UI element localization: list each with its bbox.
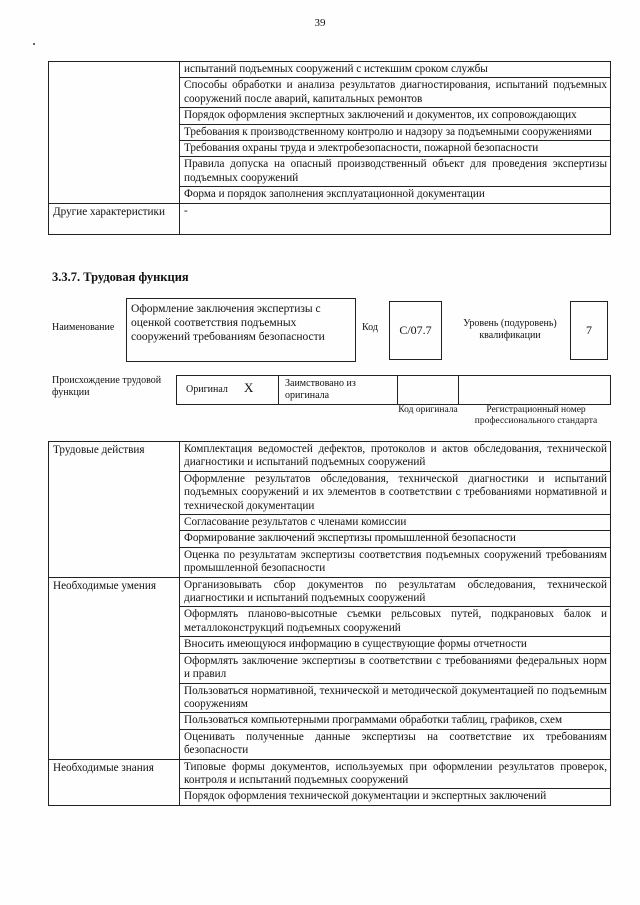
code-label: Код <box>362 322 378 333</box>
section-item: Порядок оформления технической документации и экспертных заключений <box>180 789 611 805</box>
original-mark: X <box>244 380 254 395</box>
section-item: Комплектация ведомостей дефектов, протоколов и актов обследования, технической диагностики и испытаний подъемных сооружений <box>180 442 611 472</box>
section-item: Организовывать сбор документов по результатам обследования, технической диагностики и испытаний подъемных сооружений <box>180 577 611 607</box>
section-item: Типовые формы документов, используемых при оформлении результатов проверок, контроля и испытаний подъемных сооружений <box>180 759 611 789</box>
section-item: Согласование результатов с членами комиссии <box>180 515 611 531</box>
level-box <box>570 301 608 360</box>
other-characteristics-value: - <box>180 203 611 234</box>
knowledge-item: испытаний подъемных сооружений с истекшим сроком службы <box>180 62 611 78</box>
table-row <box>49 759 611 789</box>
page-number: 39 <box>314 17 326 29</box>
section-item: Оценивать полученные данные экспертизы на соответствие их требованиям безопасности <box>180 729 611 759</box>
table-row <box>49 62 611 78</box>
knowledge-item: Требования охраны труда и электробезопасности, пожарной безопасности <box>180 141 611 157</box>
borrowed-label: Заимствовано из оригинала <box>285 378 356 401</box>
original-label: Оригинал <box>186 384 228 395</box>
knowledge-item: Правила допуска на опасный производственный объект для проведения экспертизы подъемных сооружений <box>180 157 611 187</box>
scan-dot <box>33 43 35 45</box>
section-item: Оформлять заключение экспертизы в соответствии с требованиями федеральных норм и правил <box>180 653 611 683</box>
table-row <box>49 577 611 607</box>
table-row <box>49 442 611 472</box>
level-value: 7 <box>586 323 592 337</box>
name-label: Наименование <box>52 322 115 333</box>
section-item: Формирование заключений экспертизы промышленной безопасности <box>180 531 611 547</box>
section-item: Пользоваться нормативной, технической и методической документацией по подъемным сооружениям <box>180 683 611 713</box>
section-label: Необходимые знания <box>49 759 180 805</box>
section-label: Необходимые умения <box>49 577 180 759</box>
knowledge-item: Способы обработки и анализа результатов диагностирования, испытаний подъемных сооружений после аварий, капитальных ремонтов <box>180 78 611 108</box>
function-name-box <box>126 298 356 362</box>
code-original-caption: Код оригинала <box>398 405 458 415</box>
section-item: Оформление результатов обследования, технической диагностики и испытаний подъемных сооружений и их элементов в соответствии с требованиями нормативной и технической документации <box>180 471 611 514</box>
table-row <box>49 203 611 234</box>
section-item: Пользоваться компьютерными программами обработки таблиц, графиков, схем <box>180 713 611 729</box>
section-label: Трудовые действия <box>49 442 180 578</box>
origin-divider-1 <box>278 376 279 404</box>
reg-number-caption: Регистрационный номер профессионального стандарта <box>474 405 598 426</box>
section-item: Оценка по результатам экспертизы соответствия подъемных сооружений требованиям промышленной безопасности <box>180 547 611 577</box>
origin-divider-2 <box>397 376 398 404</box>
function-name-value: Оформление заключения экспертизы с оценкой соответствия подъемных сооружений требованиям безопасности <box>131 303 325 343</box>
code-box <box>389 301 442 360</box>
knowledge-item: Порядок оформления экспертных заключений и документов, их сопровождающих <box>180 108 611 124</box>
origin-label: Происхождение трудовой функции <box>52 375 162 398</box>
knowledge-item: Требования к производственному контролю и надзору за подъемными сооружениями <box>180 124 611 140</box>
top-table <box>48 61 611 235</box>
section-item: Оформлять планово-высотные съемки рельсовых путей, подкрановых балок и металлоконструкций подъемных сооружений <box>180 607 611 637</box>
section-heading: 3.3.7. Трудовая функция <box>52 270 189 284</box>
code-value: C/07.7 <box>399 323 432 337</box>
main-table <box>48 441 611 806</box>
level-label: Уровень (подуровень) квалификации <box>463 318 557 341</box>
other-characteristics-label: Другие характеристики <box>49 203 180 234</box>
origin-divider-3 <box>458 376 459 404</box>
origin-row <box>176 375 611 405</box>
knowledge-item: Форма и порядок заполнения эксплуатационной документации <box>180 187 611 203</box>
knowledge-label-cell <box>49 62 180 204</box>
section-item: Вносить имеющуюся информацию в существующие формы отчетности <box>180 637 611 653</box>
